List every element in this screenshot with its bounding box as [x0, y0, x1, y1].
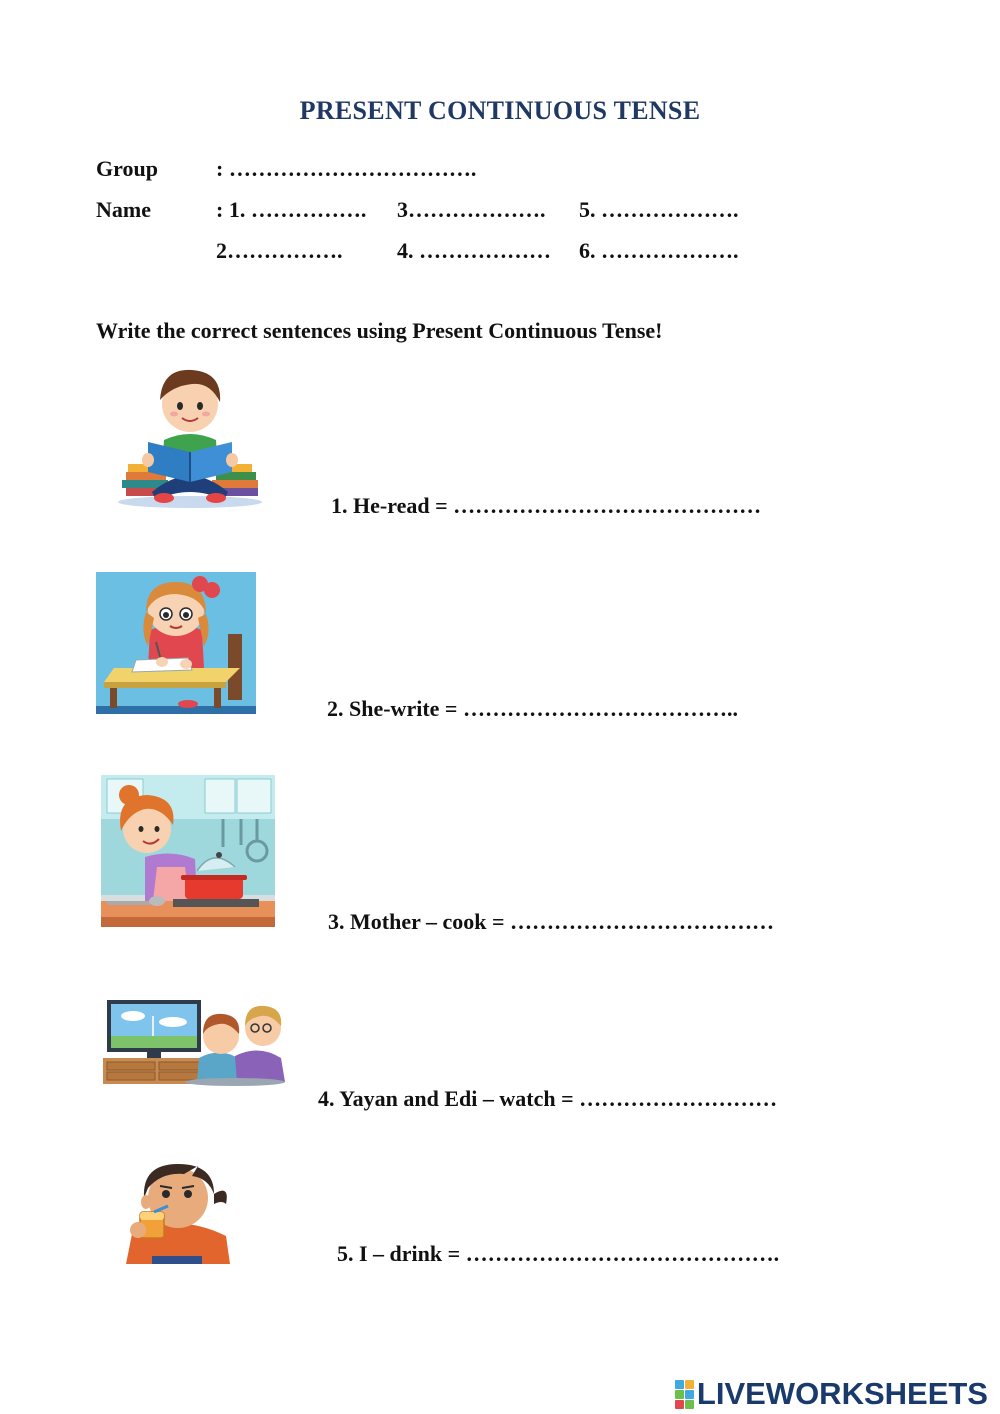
liveworksheets-wordmark: LIVEWORKSHEETS	[696, 1376, 988, 1411]
page-title: PRESENT CONTINUOUS TENSE	[299, 96, 701, 125]
name-slot-3: 3……………….	[397, 197, 546, 222]
name-slot-2: 2…………….	[216, 238, 343, 263]
name-slot-4: 4. ………………	[397, 238, 551, 263]
question-5: 5. I – drink = …………………………………….	[337, 1241, 780, 1266]
group-label: Group	[96, 156, 158, 181]
question-1: 1. He-read = ……………………………………	[331, 493, 762, 518]
question-2: 2. She-write = ………………………………..	[327, 696, 738, 721]
liveworksheets-logo	[675, 1376, 988, 1412]
boy-drinking-icon	[118, 1160, 238, 1264]
name-slot-5: 5. ……………….	[579, 197, 739, 222]
mother-cooking-icon	[101, 775, 275, 927]
question-3: 3. Mother – cook = ………………………………	[328, 909, 774, 934]
instruction: Write the correct sentences using Present Continuous Tense!	[96, 318, 663, 343]
liveworksheets-logo-icon	[675, 1380, 694, 1409]
name-label: Name	[96, 197, 151, 222]
question-4: 4. Yayan and Edi – watch = ………………………	[318, 1086, 778, 1111]
group-value: : …………………………….	[216, 156, 477, 181]
name-slot-1: : 1. …………….	[216, 197, 367, 222]
boy-reading-book-icon	[112, 360, 267, 510]
name-slot-6: 6. ……………….	[579, 238, 739, 263]
girl-writing-at-desk-icon	[96, 572, 256, 714]
boys-watching-tv-icon	[103, 998, 295, 1086]
